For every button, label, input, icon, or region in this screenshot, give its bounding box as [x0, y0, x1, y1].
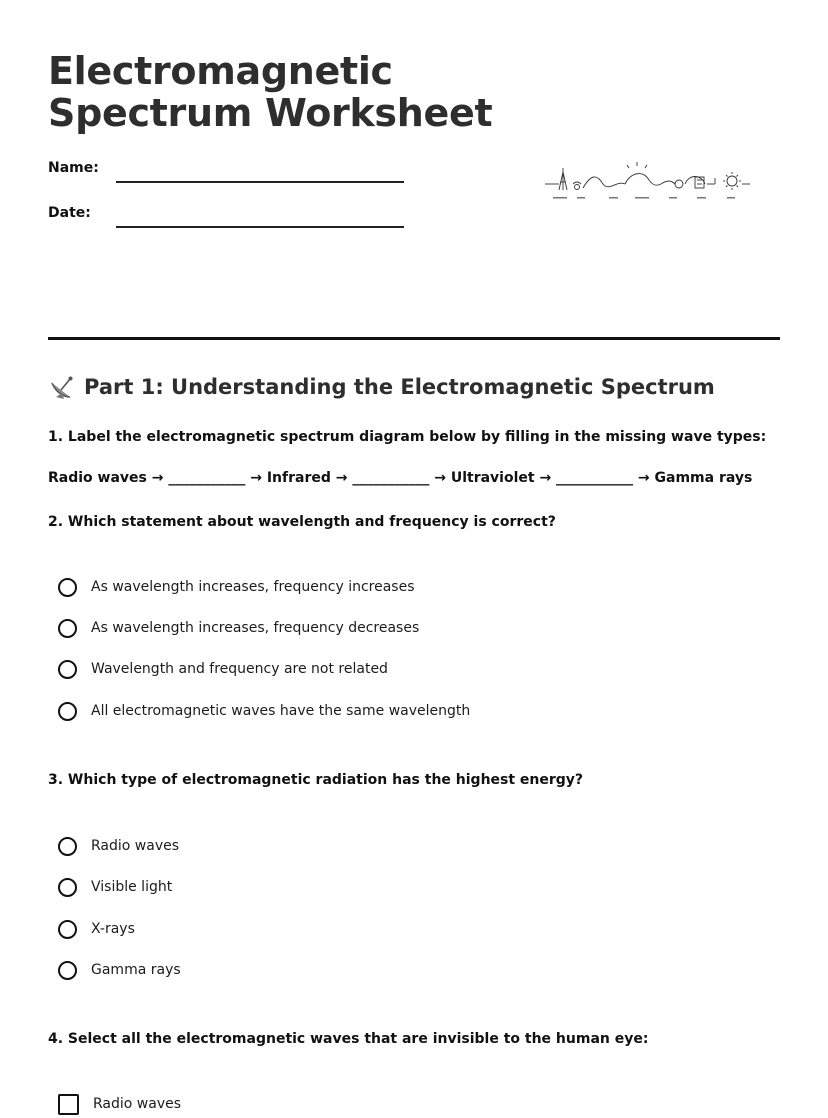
- q3-option-3[interactable]: [58, 917, 135, 941]
- part1-title: Part 1: Understanding the Electromagnetic Spectrum: [84, 375, 715, 399]
- q3-option-4[interactable]: [58, 958, 181, 982]
- q2-option-3[interactable]: [58, 657, 388, 681]
- date-field[interactable]: [48, 205, 408, 235]
- q2-option-4[interactable]: [58, 699, 470, 723]
- option-label: Visible light: [91, 879, 173, 895]
- name-input-line[interactable]: [116, 181, 404, 183]
- name-field[interactable]: [48, 160, 408, 190]
- option-label: As wavelength increases, frequency decreases: [91, 620, 420, 636]
- q2-option-2[interactable]: [58, 616, 419, 640]
- q2-option-1[interactable]: [58, 575, 415, 599]
- option-label: Radio waves: [93, 1096, 182, 1112]
- option-label: X-rays: [91, 921, 135, 937]
- worksheet-title: [48, 50, 492, 134]
- question-2: 2. Which statement about wavelength and frequency is correct?: [48, 514, 556, 530]
- em-spectrum-illustration-icon: [545, 160, 750, 206]
- question-4: 4. Select all the electromagnetic waves that are invisible to the human eye:: [48, 1031, 649, 1047]
- date-input-line[interactable]: [116, 226, 404, 228]
- option-label: Radio waves: [91, 838, 180, 854]
- q3-option-1[interactable]: [58, 834, 179, 858]
- title-line-2: Spectrum Worksheet: [48, 91, 493, 135]
- part1-heading: [48, 373, 715, 401]
- question-3: 3. Which type of electromagnetic radiation has the highest energy?: [48, 772, 584, 788]
- option-label: Wavelength and frequency are not related: [91, 661, 388, 677]
- radio-button[interactable]: [58, 920, 77, 939]
- radio-button[interactable]: [58, 878, 77, 897]
- q4-option-1[interactable]: [58, 1092, 181, 1116]
- checkbox[interactable]: [58, 1094, 79, 1115]
- satellite-dish-icon: [48, 373, 76, 401]
- question-1: 1. Label the electromagnetic spectrum diagram below by filling in the missing wave types:: [48, 429, 767, 445]
- q3-option-2[interactable]: [58, 875, 172, 899]
- radio-button[interactable]: [58, 702, 77, 721]
- option-label: All electromagnetic waves have the same wavelength: [91, 703, 471, 719]
- spectrum-sequence-blanks[interactable]: Radio waves → ___________ → Infrared → ___________ → Ultraviolet → ___________ → Gamma rays: [48, 470, 753, 486]
- radio-button[interactable]: [58, 619, 77, 638]
- date-label: Date:: [48, 205, 91, 221]
- title-line-1: Electromagnetic: [48, 49, 393, 93]
- section-divider: [48, 337, 780, 340]
- option-label: Gamma rays: [91, 962, 181, 978]
- radio-button[interactable]: [58, 837, 77, 856]
- name-label: Name:: [48, 160, 99, 176]
- radio-button[interactable]: [58, 961, 77, 980]
- radio-button[interactable]: [58, 660, 77, 679]
- option-label: As wavelength increases, frequency increases: [91, 579, 415, 595]
- radio-button[interactable]: [58, 578, 77, 597]
